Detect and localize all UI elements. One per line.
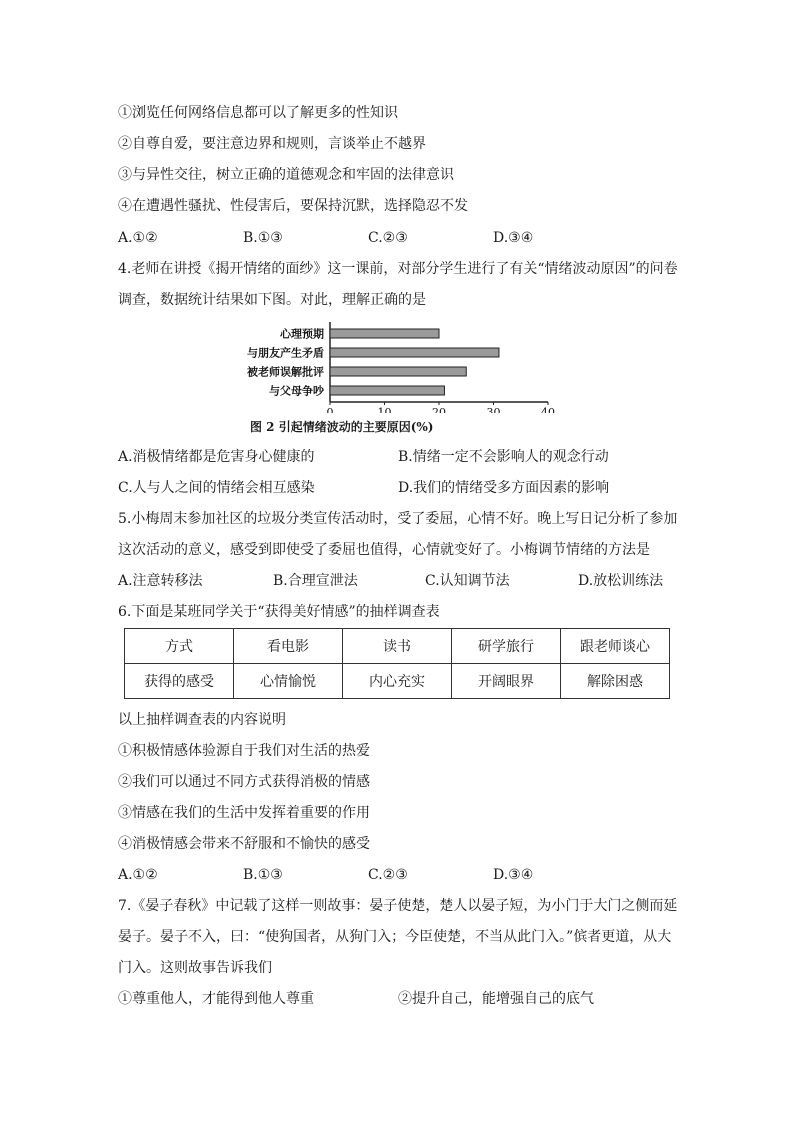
table-row <box>125 664 670 699</box>
bar <box>330 329 439 338</box>
x-tick-label: 40 <box>541 406 555 413</box>
x-tick-label: 20 <box>432 406 446 413</box>
bar <box>330 367 466 376</box>
statement-2: ②自尊自爱，要注意边界和规则，言谈举止不越界 <box>118 136 426 152</box>
statement-1: ①浏览任何网络信息都可以了解更多的性知识 <box>118 105 398 121</box>
table-cell: 方式 <box>125 629 234 664</box>
table-cell: 心情愉悦 <box>234 664 343 699</box>
q4-option-d[interactable]: D.我们的情绪受多方面因素的影响 <box>398 480 610 496</box>
q5-option-a[interactable]: A.注意转移法 <box>118 573 203 589</box>
table-cell: 内心充实 <box>343 664 452 699</box>
q7-stem-line3: 门入。这则故事告诉我们 <box>118 960 272 976</box>
x-tick-label: 10 <box>377 406 392 413</box>
table-cell: 跟老师谈心 <box>561 629 670 664</box>
table-cell: 读书 <box>343 629 452 664</box>
q5-stem-line2: 这次活动的意义，感受到即使受了委屈也值得，心情就变好了。小梅调节情绪的方法是 <box>118 542 650 558</box>
q7-stem-line1: 7.《晏子春秋》中记载了这样一则故事：晏子使楚，楚人以晏子短，为小门于大门之侧而延 <box>118 898 678 914</box>
table-row <box>125 629 670 664</box>
q6-option-a[interactable]: A.①② <box>118 867 158 883</box>
category-label: 与朋友产生矛盾 <box>247 346 324 360</box>
q6-statement-1: ①积极情感体验源自于我们对生活的热爱 <box>118 743 370 759</box>
q3-option-a[interactable]: A.①② <box>118 230 158 246</box>
q6-option-c[interactable]: C.②③ <box>368 867 408 883</box>
q6-stem: 6.下面是某班同学关于“获得美好情感”的抽样调查表 <box>118 604 440 620</box>
statement-3: ③与异性交往，树立正确的道德观念和牢固的法律意识 <box>118 167 454 183</box>
survey-table <box>124 628 670 699</box>
q3-option-c[interactable]: C.②③ <box>368 230 408 246</box>
x-tick-label: 30 <box>486 406 501 413</box>
category-label: 心理预期 <box>280 327 324 341</box>
bar <box>330 386 444 395</box>
q7-stem-line2: 晏子。晏子不入，曰：“使狗国者，从狗门入；今臣使楚，不当从此门入。”傧者更道，从大 <box>118 929 672 945</box>
q7-statement-1: ①尊重他人，才能得到他人尊重 <box>118 991 314 1007</box>
q6-option-d[interactable]: D.③④ <box>493 867 534 883</box>
category-label: 与父母争吵 <box>269 384 324 398</box>
x-tick-label: 0 <box>326 406 334 413</box>
q4-option-b[interactable]: B.情绪一定不会影响人的观念行动 <box>398 449 609 465</box>
q5-option-b[interactable]: B.合理宣泄法 <box>273 573 358 589</box>
q5-option-c[interactable]: C.认知调节法 <box>425 573 510 589</box>
statement-4: ④在遭遇性骚扰、性侵害后，要保持沉默，选择隐忍不发 <box>118 198 468 214</box>
bar <box>330 348 499 357</box>
table-cell: 开阔眼界 <box>452 664 561 699</box>
bar-chart-svg <box>230 318 570 413</box>
table-cell: 研学旅行 <box>452 629 561 664</box>
q4-stem-line2: 调查，数据统计结果如下图。对此，理解正确的是 <box>118 292 426 308</box>
q5-stem-line1: 5.小梅周末参加社区的垃圾分类宣传活动时，受了委屈，心情不好。晚上写日记分析了参加 <box>118 511 678 527</box>
category-label: 被老师误解批评 <box>247 365 324 379</box>
q5-option-d[interactable]: D.放松训练法 <box>578 573 664 589</box>
q6-after-table: 以上抽样调查表的内容说明 <box>118 712 286 728</box>
table-cell: 解除困惑 <box>561 664 670 699</box>
q4-option-a[interactable]: A.消极情绪都是危害身心健康的 <box>118 449 315 465</box>
chart-caption: 图 2 引起情绪波动的主要原因(%) <box>250 420 434 434</box>
q6-statement-3: ③情感在我们的生活中发挥着重要的作用 <box>118 805 370 821</box>
q7-statement-2: ②提升自己，能增强自己的底气 <box>398 991 594 1007</box>
q4-option-c[interactable]: C.人与人之间的情绪会相互感染 <box>118 480 315 496</box>
q3-option-b[interactable]: B.①③ <box>243 230 283 246</box>
q6-statement-2: ②我们可以通过不同方式获得消极的情感 <box>118 774 370 790</box>
table-cell: 获得的感受 <box>125 664 234 699</box>
q3-option-d[interactable]: D.③④ <box>493 230 534 246</box>
q6-option-b[interactable]: B.①③ <box>243 867 283 883</box>
q6-statement-4: ④消极情感会带来不舒服和不愉快的感受 <box>118 836 370 852</box>
q4-stem-line1: 4.老师在讲授《揭开情绪的面纱》这一课前，对部分学生进行了有关“情绪波动原因”的问卷 <box>118 261 678 277</box>
table-cell: 看电影 <box>234 629 343 664</box>
